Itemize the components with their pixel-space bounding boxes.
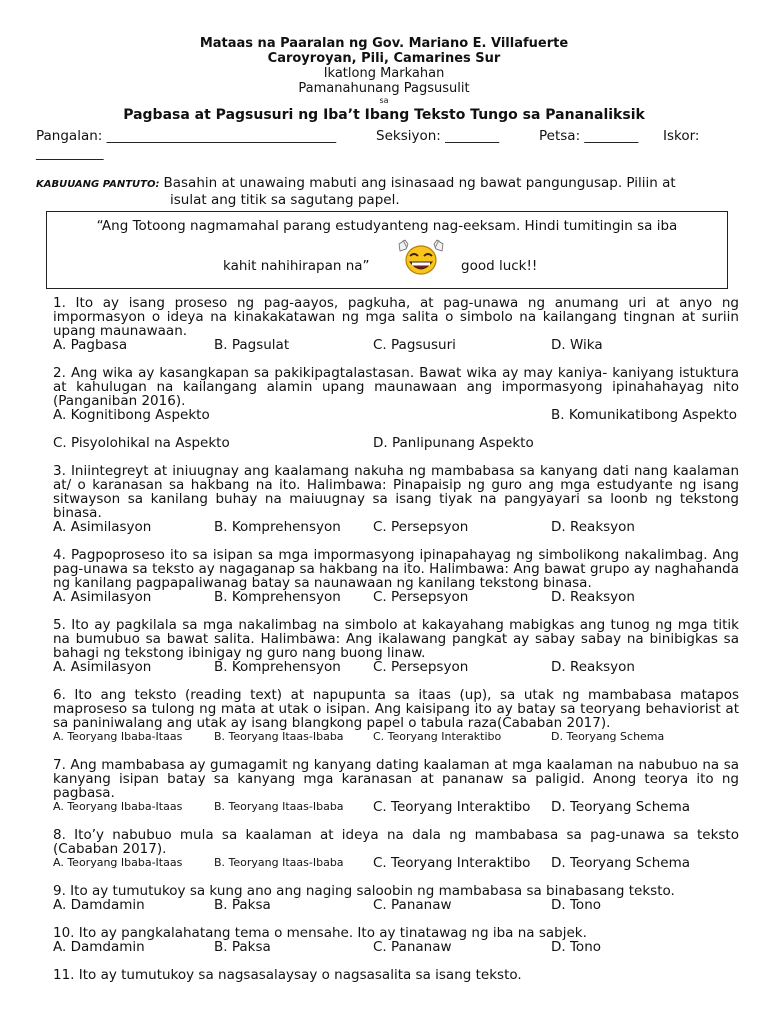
option-b: B. Teoryang Itaas-Ibaba [214,800,344,813]
question-text: 4. Pagpoproseso ito sa isipan sa mga impormasyong ipinapahayag ng simbolikong nakalimbag. Ang pag-unawa sa teksto ay nagaganap sa hakbang na ito. Halimbawa: Ang bawat grupo ay naghahanda ng kanilang pagpapaliwanag batay sa naunawaan ng kanilang tekstong binasa. [53,547,739,591]
option-d: D. Tono [551,939,602,955]
question-text: 5. Ito ay pagkilala sa mga nakalimbag na simbolo at kakayahang mabigkas ang tunog ng mga titik na bumubuo sa bawat salita. Halimbawa: Ang ikalawang pangkat ay sabay sabay na binibigkas sa bahagi ng tekstong ibinigay ng guro nang buong linaw. [53,617,739,661]
question-item [53,758,739,814]
option-b: B. Paksa [214,939,271,955]
option-b: B. Pagsulat [214,337,290,353]
question-text: 9. Ito ay tumutukoy sa kung ano ang naging saloobin ng mambabasa sa binabasang teksto. [53,883,675,899]
question-text: 11. Ito ay tumutukoy sa nagsasalaysay o nagsasalita sa isang teksto. [53,967,522,983]
option-a: A. Asimilasyon [53,519,152,535]
option-d: D. Reaksyon [551,589,635,605]
question-text: 10. Ito ay pangkalahatang tema o mensahe. Ito ay tinatawag ng iba na sabjek. [53,925,587,941]
instructions-text-1: Basahin at unawaing mabuti ang isinasaad ng bawat pangungusap. Piliin at [163,175,676,191]
option-a: A. Teoryang Ibaba-Itaas [53,730,183,743]
quote-line-1: “Ang Totoong nagmamahal parang estudyanteng nag-eeksam. Hindi tumitingin sa iba [96,218,678,234]
question-text: 6. Ito ang teksto (reading text) at napupunta sa itaas (up), sa utak ng mambabasa matapos maproseso sa tulong ng mata at utak o isipan. Ang kaisipang ito ay batay sa teoryang behaviorist at sa paniniwalang ang utak ay isang blangkong papel o tabula raza(Cababan 2017). [53,687,739,731]
option-c: C. Persepsyon [373,589,469,605]
option-c: C. Pisyolohikal na Aspekto [53,435,230,451]
laughing-emoji-icon [391,236,451,280]
question-item [53,968,739,982]
question-text: 8. Ito’y nabubuo mula sa kaalaman at ideya na dala ng mambabasa sa pag-unawa sa teksto (Cababan 2017). [53,827,739,857]
section-field[interactable]: Seksiyon: ________ [376,128,500,144]
question-item [53,548,739,604]
quarter-label: Ikatlong Markahan [323,66,445,81]
quote-box [46,211,728,289]
question-item [53,884,739,912]
option-d: D. Teoryang Schema [551,799,691,815]
option-a: A. Teoryang Ibaba-Itaas [53,800,183,813]
option-a: A. Kognitibong Aspekto [53,407,210,423]
option-a: A. Damdamin [53,939,145,955]
option-d: D. Reaksyon [551,519,635,535]
question-item [53,926,739,954]
option-b: B. Komunikatibong Aspekto [551,407,737,423]
option-b: B. Teoryang Itaas-Ibaba [214,730,344,743]
score-field[interactable]: __________ [36,145,104,161]
option-a: A. Asimilasyon [53,659,152,675]
student-info [36,128,736,162]
option-d: D. Wika [551,337,603,353]
instructions-text-2: isulat ang titik sa sagutang papel. [170,191,400,208]
option-d: D. Teoryang Schema [551,855,691,871]
school-name: Mataas na Paaralan ng Gov. Mariano E. Villafuerte [199,36,569,51]
question-list [53,296,739,996]
exam-header [0,36,768,123]
exam-label: Pamanahunang Pagsusulit [298,81,470,96]
option-b: B. Komprehensyon [214,659,341,675]
option-b: B. Komprehensyon [214,519,341,535]
option-c: C. Persepsyon [373,519,469,535]
option-d: D. Tono [551,897,602,913]
date-field[interactable]: Petsa: ________ [539,128,639,144]
option-c: C. Teoryang Interaktibo [373,799,531,815]
option-c: C. Teoryang Interaktibo [373,855,531,871]
option-a: A. Asimilasyon [53,589,152,605]
option-c: C. Pananaw [373,897,452,913]
name-field[interactable]: Pangalan: __________________________________ [36,128,337,144]
school-location: Caroyroyan, Pili, Camarines Sur [267,51,501,66]
question-item [53,618,739,674]
question-item [53,366,739,450]
subject-title: Pagbasa at Pagsusuri ng Iba’t Ibang Teksto Tungo sa Pananaliksik [123,107,645,123]
question-text: 7. Ang mambabasa ay gumagamit ng kanyang dating kaalaman at mga kaalaman na nabubuo na sa kanyang isipan batay sa kanyang mga karanasan at pananaw sa paligid. Anong teorya ito ng pagbasa. [53,757,739,801]
question-item [53,688,739,744]
option-a: A. Pagbasa [53,337,128,353]
question-text: 1. Ito ay isang proseso ng pag-aayos, pagkuha, at pag-unawa ng anumang uri at anyo ng impormasyon o ideya na kinakakatawan ng mga salita o simbolo na kailangang tingnan at suriin upang maunawaan. [53,295,739,339]
option-c: C. Teoryang Interaktibo [373,730,502,743]
option-d: D. Reaksyon [551,659,635,675]
option-c: C. Pananaw [373,939,452,955]
option-b: B. Komprehensyon [214,589,341,605]
option-a: A. Teoryang Ibaba-Itaas [53,856,183,869]
quote-line-2: kahit nahihirapan na” [223,258,370,274]
question-text: 3. Iniintegreyt at iniuugnay ang kaalamang nakuha ng mambabasa sa kanyang dati nang kaalaman at/ o karanasan sa hakbang na ito. Halimbawa: Pinapaisip ng guro ang mga estudyante ng isang sitwayson sa kanilang buhay na maiuugnay sa isang tiyak na pangyayari sa loonb ng tekstong binasa. [53,463,739,521]
option-c: C. Persepsyon [373,659,469,675]
sa-label: sa [379,96,389,105]
question-item [53,296,739,352]
question-item [53,828,739,870]
score-label: Iskor: [663,128,700,144]
option-d: D. Teoryang Schema [551,730,665,743]
quote-line-3: good luck!! [461,258,538,274]
option-a: A. Damdamin [53,897,145,913]
option-d: D. Panlipunang Aspekto [373,435,534,451]
instructions-label: KABUUANG PANTUTO: [36,179,160,190]
option-b: B. Teoryang Itaas-Ibaba [214,856,344,869]
instructions [36,176,740,208]
question-item [53,464,739,534]
option-c: C. Pagsusuri [373,337,456,353]
question-text: 2. Ang wika ay kasangkapan sa pakikipagtalastasan. Bawat wika ay may kaniya- kaniyang istuktura at kahulugan na kailangang alamin upang maunawaan ang impormasyong ipinahahayag nito (Panganiban 2016). [53,365,739,409]
option-b: B. Paksa [214,897,271,913]
